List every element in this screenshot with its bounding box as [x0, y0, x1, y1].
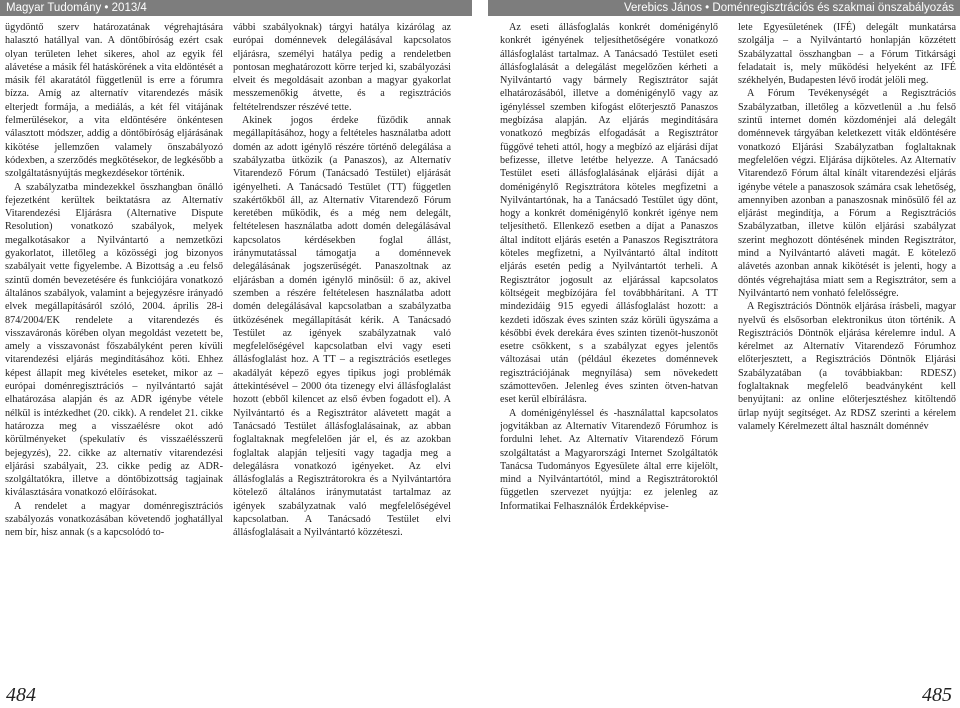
- text-column-3: [500, 21, 718, 657]
- paragraph: Az eseti állásfoglalás konkrét doménigénylő konkrét igényének teljesíthetőségére vonatkozó állásfoglalást tartalmaz. A Tanácsadó Testület eseti állásfoglalását a delegálást megelőzően kérheti a Nyilvántartó vagy bármely Regisztrátor saját elhatározásából, illetve a doménigénylő vagy az igényléssel szemben kifogást előterjesztő Panaszos megbízása alapján. Az eljárás megindítására vonatkozó megbízás elfogadását a Regisztrátor függővé teheti attól, hogy a megbízó az eljárási díjat befizesse, illetve letétbe helyezze. A Tanácsadó Testület eseti állásfoglalásának eljárási díját a doménigénylő Regisztrátora köteles megfizetni a Nyilvántartónak, ha a Tanácsadó Testület úgy dönt, hogy a konkrét doménigénylő konkrét igénye nem teljesíthető. Ellenkező esetben a díjat a Panaszos által indított eljárás esetén a Panaszos Regisztrátora köteles megfizetni, a Nyilvántartó által indított eljárás esetén pedig a Nyilvántartót terheli. A Regisztrátor jogosult az eljárással kapcsolatos költségeit megbízójára fel továbbhárítani. A TT mindezidáig 915 egyedi állásfoglalást hozott: a kezdeti időszak éves szinten száz körüli ügyszáma a későbbi évek derekára éves szinten tizenöt-huszonöt esetre csökkent, s a szabályzat egyes jelentős változásai után (például ékezetes doménnevek regisztrációjának megnyílása) sem növekedett számottevően. Jelenleg éves szinten ötven-hatvan eset kerül elbírálásra.: [500, 22, 718, 406]
- text-column-4: [738, 21, 956, 657]
- paragraph: lete Egyesületének (IFÉ) delegált munkatársa szolgálja – a Nyilvántartó honlapján közzétett Szabályzattal összhangban – a Fórum Titkársági feladatait is, mely működési helyeként az IFÉ székhelyén, Budapesten lévő irodát jelöli meg.: [738, 22, 956, 87]
- text-column-1: [5, 21, 223, 657]
- paragraph: Akinek jogos érdeke fűződik annak megállapításához, hogy a feltételes használatba adott domén az adott igénylő részére történő delegálása a szabályzatba ütközik (a Panaszos), az Alternatív Vitarendező Fórum (Tanácsadó Testület) eljárását igényelheti. A Tanácsadó Testület (TT) független szakértőkből áll, az Alternatív Vitarendező Fórum keretében működik, és a még nem delegált, feltételesen használatba adott domén delegálásával kapcsolatos kérdésekben foglal állást, iránymutatással támogatja a doménnevek delegálásának jogszerűségét. Panaszoltnak az eljárásban a domén igénylő minősül: ő az, akivel szemben a részére feltételesen használatba adott domén delegálásával kapcsolatban a szabályzatba ütközésének megállapítását kérik. A Tanácsadó Testület az igények szabályzatnak való megfelelőségével kapcsolatban elvi vagy eseti állásfoglalást hoz. A TT – a regisztrációs esetleges akadályát képező egyes tipikus jogi problémák áttekintésével – 2000 óta tizenegy elvi állásfoglalást hozott (ebből kilencet az első évben fogadott el). A Nyilvántartó és a Regisztrátor alávetett magát a Tanácsadó Testület állásfoglalásainak, az abban foglaltaknak megfelelően jár el, és az azokban foglaltak alapján teljesíti vagy tagadja meg a delegálásra vonatkozó igényeket. Az elvi állásfoglalás a Regisztrátorokra és a Nyilvántartóra kötelező általános iránymutatást tartalmaz az igények szabályzatnak való megfelelőségével kapcsolatban. A Tanácsadó Testület elvi állásfoglalásait a Nyilvántartó közzéteszi.: [233, 115, 451, 539]
- page-number-left: 484: [6, 684, 36, 706]
- page-number-right: 485: [922, 684, 952, 706]
- running-header-right: Verebics János • Doménregisztrációs és szakmai önszabályozás: [488, 0, 960, 16]
- paragraph: ügydöntő szerv határozatának végrehajtására halasztó hatállyal van. A döntőbíróság ezért csak olyan területen lehet sikeres, ahol az egyik fél alávetése a másik fél hatáskörének a vita eldöntését a másik fél akaratától függetlenül is erre a fórumra bízza. Amíg az alternatív vitarendezés másik elterjedt formája, a mediálás, a két fél vitájának felmerülésekor, a vita eldöntésére önkéntesen választott módszer, addig a döntőbíróság eljárásának kikötése jellemzően valamely önszabályozó kódexben, a szerződés megkötésekor, de legkésőbb a szolgáltatásnyújtás megkezdésekor történik.: [5, 22, 223, 180]
- text-column-2: [233, 21, 451, 657]
- paragraph: vábbi szabályoknak) tárgyi hatálya kizárólag az európai doménnevek delegálásával kapcsolatos eljárásra, személyi hatálya pedig a rendeletben pontosan meghatározott körre terjed ki, szabályozási elveit és megoldásait azonban a magyar gyakorlat messzemenőkig átvette, és a regisztrációs feltételrendszer részévé tette.: [233, 22, 451, 113]
- paragraph: A szabályzatba mindezekkel összhangban önálló fejezetként kerültek beiktatásra az Alternatív Vitarendezési Eljárásra (Alternative Dispute Resolution) vonatkozó szabályok, melyek megalkotásakor a Nyilvántartó a nemzetközi gyakorlatot, illetőleg a közösségi jog bizonyos szabályait vette figyelembe. A Bizottság a .eu felső szintű domén bevezetésére és funkciójára vonatkozó általános szabályok, valamint a bejegyzésre irányadó elvek megállapításáról szóló, 2004. április 28-i 874/2004/EK rendelete a vitarendezés és visszaváronás körében olyan megoldást vezetett be, amely a visszavonást főszabályként peren kívüli vitarendezési eljárás megindításához köti. Ehhez képest állapít meg kivételes eseteket, mikor az – európai doménregisztrációs – nyilvántartó saját elhatározása alapján és az ADR igénybe vétele nélkül is intézkedhet (20. cikk). A rendelet 21. cikke határozza meg a visszaélésre okot adó körülményeket (spekulatív és visszaélésszerű bejegyzés), 22. cikke az alternatív vitarendezési eljárási szabályait, 23. cikke pedig az ADR-szolgáltatókra, illetve a döntőbizottság tagjainak kiválasztására vonatkozó előírásokat.: [5, 181, 223, 499]
- paragraph: A doménigényléssel és -használattal kapcsolatos jogvitákban az Alternatív Vitarendező Fórumhoz is fordulni lehet. Az Alternatív Vitarendező Fórum szolgáltatást a Magyarországi Internet Szolgáltatók Tanácsa Tudományos Egyesülete által erre kijelölt, mind a Nyilvántartótól, mind a Regisztrátoroktól független szervezet nyújtja: ez jelenleg az Informatikai Felhasználók Érdekképvise-: [500, 407, 718, 512]
- paragraph: A rendelet a magyar doménregisztrációs szabályozás vonatkozásában követendő joghatállyal nem bír, hisz annak (s a kapcsolódó to-: [5, 500, 223, 539]
- paragraph: A Fórum Tevékenységét a Regisztrációs Szabályzatban, illetőleg a közvetlenül a .hu felső szintű internet domén közdoménjei alá delegált doménnevek tárgyában keletkezett viták eldöntésére vonatkozó Eljárási Szabályzatban foglaltaknak megfelelően végzi. Eljárása díjköteles. Az Alternatív Vitarendező Fórum által kínált vitarendezési eljárás igénybe vétele a panaszosok számára csak lehetőség, amennyiben azonban a panaszosnak minősülő fél az eljárást megindítja, a Fórum a Regisztrációs Szabályzatban, illetve külön eljárási szabályzat szerint meghozott döntésének minden Regisztrátor, mind a Nyilvántartó aláveti magát. E kötelező alávetés azonban annak kikötését is jelenti, hogy a döntés végrehajtása miatt sem a Regisztrátor, sem a Nyilvántartó nem vonható felelősségre.: [738, 88, 956, 299]
- paragraph: A Regisztrációs Döntnök eljárása írásbeli, magyar nyelvű és elsősorban elektronikus úton történik. A Regisztrációs Döntnök eljárása kérelemre indul. A kérelmet az Alternatív Vitarendező Fórumhoz előterjesztett, a Regisztrációs Döntnök Eljárási Szabályzatában (a továbbiakban: RDESZ) foglaltaknak megfelelő beadványként kell benyújtani: az online előterjesztéshez kitöltendő űrlap nyújt segítséget. Az RDSZ szerinti a kérelem valamely Kérelmezett által használt doménnév: [738, 301, 956, 432]
- running-header-left: Magyar Tudomány • 2013/4: [0, 0, 472, 16]
